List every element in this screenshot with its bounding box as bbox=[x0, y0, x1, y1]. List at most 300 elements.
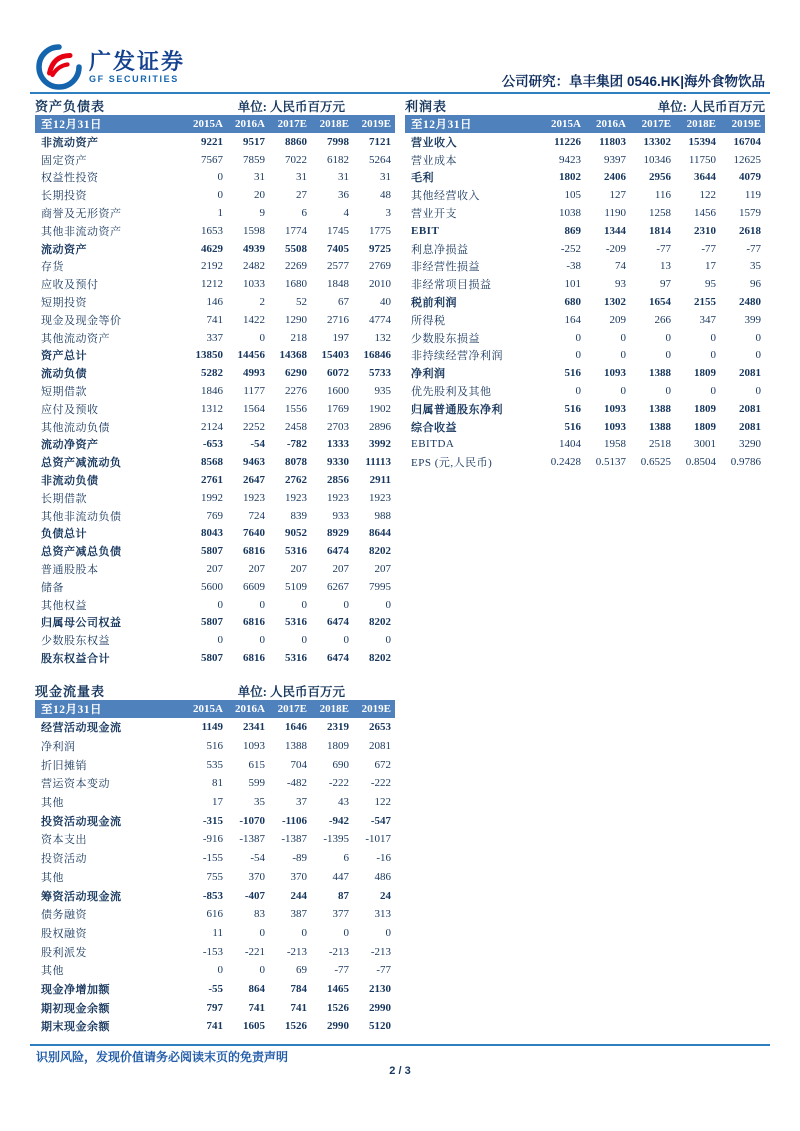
row-label: 储备 bbox=[41, 581, 64, 594]
value-cell: 1902 bbox=[369, 402, 391, 415]
value-cell: 52 bbox=[296, 296, 307, 309]
value-cell: 2896 bbox=[369, 420, 391, 433]
value-cell: 6609 bbox=[243, 580, 265, 593]
table-row bbox=[35, 942, 395, 961]
value-cell: 0.2428 bbox=[550, 456, 581, 469]
value-cell: 16846 bbox=[363, 349, 391, 362]
table-row bbox=[35, 631, 395, 649]
balance-sheet-table bbox=[35, 96, 395, 667]
row-label: 非流动资产 bbox=[41, 136, 99, 149]
value-cell: 13 bbox=[660, 260, 671, 273]
row-label: 普通股股本 bbox=[41, 564, 99, 577]
row-label: 债务融资 bbox=[41, 909, 87, 922]
value-cell: 1093 bbox=[243, 740, 265, 753]
value-cell: 0 bbox=[343, 634, 349, 647]
value-cell: 207 bbox=[332, 563, 349, 576]
table-row bbox=[35, 240, 395, 258]
value-cell: -1106 bbox=[281, 814, 307, 827]
value-cell: 3644 bbox=[694, 171, 716, 184]
value-cell: 0 bbox=[575, 385, 581, 398]
value-cell: 1653 bbox=[201, 224, 223, 237]
value-cell: 0 bbox=[620, 385, 626, 398]
value-cell: 0.9786 bbox=[730, 456, 761, 469]
table-header-row bbox=[405, 115, 765, 133]
value-cell: 9423 bbox=[559, 153, 581, 166]
value-cell: 741 bbox=[206, 313, 223, 326]
value-cell: -221 bbox=[244, 945, 265, 958]
year-header-cell: 2015A bbox=[540, 115, 585, 133]
value-cell: 0 bbox=[620, 349, 626, 362]
value-cell: 2010 bbox=[369, 278, 391, 291]
value-cell: 2 bbox=[259, 296, 265, 309]
table-row bbox=[35, 998, 395, 1017]
value-cell: 516 bbox=[564, 420, 581, 433]
value-cell: 15403 bbox=[321, 349, 349, 362]
year-header-cell: 2017E bbox=[269, 700, 311, 718]
value-cell: 40 bbox=[380, 296, 391, 309]
value-cell: 96 bbox=[750, 278, 761, 291]
value-cell: -213 bbox=[286, 945, 307, 958]
value-cell: 17 bbox=[705, 260, 716, 273]
value-cell: 1388 bbox=[649, 420, 671, 433]
value-cell: 933 bbox=[332, 509, 349, 522]
row-label: 其他 bbox=[41, 871, 64, 884]
table-row bbox=[35, 204, 395, 222]
table-header-row bbox=[35, 115, 395, 133]
value-cell: 6182 bbox=[327, 153, 349, 166]
value-cell: 377 bbox=[332, 908, 349, 921]
value-cell: 0 bbox=[343, 926, 349, 939]
row-label: 现金及现金等价 bbox=[41, 314, 122, 327]
row-label: 短期借款 bbox=[41, 386, 87, 399]
value-cell: 0 bbox=[259, 964, 265, 977]
value-cell: 0 bbox=[259, 634, 265, 647]
table-row bbox=[35, 774, 395, 793]
row-label: 营业收入 bbox=[411, 136, 457, 149]
value-cell: 6290 bbox=[285, 367, 307, 380]
value-cell: 370 bbox=[248, 870, 265, 883]
value-cell: 387 bbox=[290, 908, 307, 921]
value-cell: -54 bbox=[250, 438, 265, 451]
row-label: 所得税 bbox=[411, 314, 446, 327]
table-row bbox=[405, 293, 765, 311]
value-cell: -155 bbox=[202, 852, 223, 865]
value-cell: 2618 bbox=[739, 224, 761, 237]
value-cell: 207 bbox=[290, 563, 307, 576]
value-cell: -315 bbox=[202, 814, 223, 827]
value-cell: 7995 bbox=[369, 580, 391, 593]
value-cell: 1526 bbox=[285, 1020, 307, 1033]
value-cell: 741 bbox=[248, 1001, 265, 1014]
table-row bbox=[35, 169, 395, 187]
value-cell: 1923 bbox=[243, 491, 265, 504]
value-cell: 935 bbox=[374, 385, 391, 398]
table-row bbox=[35, 924, 395, 943]
value-cell: 2482 bbox=[243, 260, 265, 273]
row-label: 长期借款 bbox=[41, 492, 87, 505]
value-cell: 2310 bbox=[694, 224, 716, 237]
table-row bbox=[35, 329, 395, 347]
value-cell: 11113 bbox=[365, 456, 391, 469]
row-label: 经营活动现金流 bbox=[41, 722, 122, 735]
row-label: 其他经营收入 bbox=[411, 190, 480, 203]
row-label: 短期投资 bbox=[41, 297, 87, 310]
row-label: 商誉及无形资产 bbox=[41, 208, 122, 221]
logo-text bbox=[89, 50, 185, 85]
value-cell: 4079 bbox=[739, 171, 761, 184]
value-cell: 5316 bbox=[285, 652, 307, 664]
value-cell: -1070 bbox=[239, 814, 265, 827]
table-row bbox=[35, 453, 395, 471]
year-header-cell: 2016A bbox=[227, 115, 269, 133]
value-cell: 4774 bbox=[369, 313, 391, 326]
value-cell: 20 bbox=[254, 189, 265, 202]
value-cell: 0 bbox=[620, 331, 626, 344]
value-cell: 7121 bbox=[369, 135, 391, 148]
value-cell: 119 bbox=[744, 189, 761, 202]
value-cell: 0 bbox=[665, 331, 671, 344]
row-label: 长期投资 bbox=[41, 190, 87, 203]
row-label: 毛利 bbox=[411, 172, 434, 185]
value-cell: 0 bbox=[710, 349, 716, 362]
value-cell: 207 bbox=[248, 563, 265, 576]
year-header-cell: 2017E bbox=[630, 115, 675, 133]
value-cell: 0 bbox=[665, 385, 671, 398]
value-cell: 2647 bbox=[243, 474, 265, 487]
value-cell: -1387 bbox=[281, 833, 307, 846]
table-row bbox=[35, 811, 395, 830]
value-cell: -77 bbox=[334, 964, 349, 977]
value-cell: 1774 bbox=[285, 224, 307, 237]
table-row bbox=[405, 204, 765, 222]
value-cell: 2703 bbox=[327, 420, 349, 433]
year-header-cell: 2018E bbox=[311, 700, 353, 718]
value-cell: 7022 bbox=[285, 153, 307, 166]
value-cell: 1848 bbox=[327, 278, 349, 291]
value-cell: 8202 bbox=[369, 616, 391, 629]
value-cell: 1745 bbox=[327, 224, 349, 237]
table-row bbox=[35, 596, 395, 614]
value-cell: 74 bbox=[615, 260, 626, 273]
value-cell: 8078 bbox=[285, 456, 307, 469]
value-cell: 36 bbox=[338, 189, 349, 202]
table-row bbox=[35, 258, 395, 276]
value-cell: 35 bbox=[254, 796, 265, 809]
logo-name-cn: 广发证券 bbox=[89, 48, 186, 74]
value-cell: 680 bbox=[564, 296, 581, 309]
value-cell: 2956 bbox=[649, 171, 671, 184]
row-label: 少数股东损益 bbox=[411, 332, 480, 345]
value-cell: 31 bbox=[338, 171, 349, 184]
value-cell: 1605 bbox=[243, 1020, 265, 1033]
row-label: 其他非流动负债 bbox=[41, 510, 122, 523]
value-cell: 1600 bbox=[327, 385, 349, 398]
value-cell: 0 bbox=[259, 331, 265, 344]
row-label: 股权融资 bbox=[41, 927, 87, 940]
value-cell: 2761 bbox=[201, 474, 223, 487]
value-cell: -916 bbox=[202, 833, 223, 846]
value-cell: 9397 bbox=[604, 153, 626, 166]
value-cell: 869 bbox=[564, 224, 581, 237]
table-row bbox=[35, 830, 395, 849]
value-cell: 1093 bbox=[604, 367, 626, 380]
row-label: 非流动负债 bbox=[41, 475, 99, 488]
value-cell: 1302 bbox=[604, 296, 626, 309]
value-cell: 0 bbox=[665, 349, 671, 362]
table-row bbox=[35, 1017, 395, 1036]
table-row bbox=[35, 793, 395, 812]
value-cell: 12625 bbox=[733, 153, 761, 166]
value-cell: 0 bbox=[259, 926, 265, 939]
value-cell: 486 bbox=[374, 870, 391, 883]
value-cell: 0 bbox=[755, 349, 761, 362]
value-cell: 6816 bbox=[243, 652, 265, 664]
value-cell: 2192 bbox=[201, 260, 223, 273]
table-row bbox=[405, 240, 765, 258]
value-cell: 1923 bbox=[327, 491, 349, 504]
value-cell: 244 bbox=[290, 889, 307, 902]
value-cell: 3992 bbox=[369, 438, 391, 451]
table-row bbox=[405, 133, 765, 151]
row-label: 资产总计 bbox=[41, 350, 87, 363]
value-cell: 11750 bbox=[688, 153, 716, 166]
value-cell: 8568 bbox=[201, 456, 223, 469]
value-cell: 1388 bbox=[285, 740, 307, 753]
value-cell: 1422 bbox=[243, 313, 265, 326]
value-cell: 8043 bbox=[201, 527, 223, 540]
value-cell: 1190 bbox=[604, 207, 626, 220]
value-cell: 8644 bbox=[369, 527, 391, 540]
value-cell: 1 bbox=[217, 207, 223, 220]
value-cell: 101 bbox=[564, 278, 581, 291]
value-cell: 6474 bbox=[327, 616, 349, 629]
value-cell: -853 bbox=[202, 889, 223, 902]
year-header-cell: 2019E bbox=[720, 115, 765, 133]
page-number: 2 / 3 bbox=[389, 1065, 411, 1077]
balance-sheet-title: 资产负债表 bbox=[35, 99, 106, 114]
value-cell: 164 bbox=[564, 313, 581, 326]
value-cell: 447 bbox=[332, 870, 349, 883]
table-row bbox=[35, 436, 395, 454]
value-cell: 122 bbox=[374, 796, 391, 809]
value-cell: 13850 bbox=[195, 349, 223, 362]
row-label: EBITDA bbox=[411, 438, 455, 451]
value-cell: -252 bbox=[560, 242, 581, 255]
value-cell: 2990 bbox=[327, 1020, 349, 1033]
table-row bbox=[405, 400, 765, 418]
year-header-cell: 2019E bbox=[353, 115, 395, 133]
value-cell: 7405 bbox=[327, 242, 349, 255]
table-row bbox=[35, 755, 395, 774]
year-header-cell: 2018E bbox=[311, 115, 353, 133]
row-label: 权益性投资 bbox=[41, 172, 99, 185]
footer-disclaimer: 识别风险，发现价值请务必阅读末页的免责声明 bbox=[36, 1050, 289, 1064]
year-header-cell: 2015A bbox=[185, 700, 227, 718]
value-cell: 2653 bbox=[369, 721, 391, 734]
date-header-cell: 至12月31日 bbox=[35, 700, 185, 718]
table-row bbox=[35, 542, 395, 560]
table-row bbox=[35, 275, 395, 293]
value-cell: 724 bbox=[248, 509, 265, 522]
table-row bbox=[35, 507, 395, 525]
value-cell: 1958 bbox=[604, 438, 626, 451]
value-cell: 5316 bbox=[285, 616, 307, 629]
value-cell: 1149 bbox=[201, 721, 223, 734]
value-cell: 1923 bbox=[369, 491, 391, 504]
value-cell: 48 bbox=[380, 189, 391, 202]
value-cell: 0 bbox=[385, 926, 391, 939]
value-cell: 2276 bbox=[285, 385, 307, 398]
value-cell: 3290 bbox=[739, 438, 761, 451]
value-cell: 14368 bbox=[279, 349, 307, 362]
value-cell: 16704 bbox=[733, 135, 761, 148]
value-cell: 6267 bbox=[327, 580, 349, 593]
value-cell: 35 bbox=[750, 260, 761, 273]
table-row bbox=[405, 347, 765, 365]
value-cell: 6072 bbox=[327, 367, 349, 380]
value-cell: -222 bbox=[328, 777, 349, 790]
value-cell: 672 bbox=[374, 758, 391, 771]
value-cell: 0 bbox=[301, 598, 307, 611]
row-label: 营业成本 bbox=[411, 154, 457, 167]
value-cell: 1388 bbox=[649, 367, 671, 380]
table-row bbox=[35, 471, 395, 489]
value-cell: 1809 bbox=[694, 367, 716, 380]
value-cell: 0 bbox=[301, 926, 307, 939]
value-cell: 95 bbox=[705, 278, 716, 291]
value-cell: 8202 bbox=[369, 545, 391, 558]
value-cell: -77 bbox=[701, 242, 716, 255]
value-cell: 197 bbox=[332, 331, 349, 344]
value-cell: 1038 bbox=[559, 207, 581, 220]
value-cell: -38 bbox=[566, 260, 581, 273]
value-cell: -213 bbox=[328, 945, 349, 958]
value-cell: 2762 bbox=[285, 474, 307, 487]
table-row bbox=[35, 905, 395, 924]
row-label: 总资产减总负债 bbox=[41, 546, 122, 559]
value-cell: 0 bbox=[217, 598, 223, 611]
row-label: 非经常项目损益 bbox=[411, 279, 492, 292]
value-cell: 864 bbox=[248, 982, 265, 995]
value-cell: 7998 bbox=[327, 135, 349, 148]
row-label: 流动负债 bbox=[41, 368, 87, 381]
value-cell: 4939 bbox=[243, 242, 265, 255]
value-cell: 0 bbox=[301, 634, 307, 647]
value-cell: 17 bbox=[212, 796, 223, 809]
cash-flow-unit: 单位: 人民币百万元 bbox=[237, 685, 345, 699]
value-cell: 5807 bbox=[201, 545, 223, 558]
row-label: 负债总计 bbox=[41, 528, 87, 541]
value-cell: 207 bbox=[374, 563, 391, 576]
value-cell: 31 bbox=[254, 171, 265, 184]
value-cell: 1388 bbox=[649, 402, 671, 415]
row-label: EPS (元,人民币) bbox=[411, 457, 493, 470]
table-row bbox=[35, 961, 395, 980]
value-cell: 8860 bbox=[285, 135, 307, 148]
row-label: 其他流动资产 bbox=[41, 332, 110, 345]
value-cell: -782 bbox=[286, 438, 307, 451]
table-row bbox=[405, 151, 765, 169]
row-label: 股东权益合计 bbox=[41, 653, 110, 665]
value-cell: 839 bbox=[290, 509, 307, 522]
value-cell: 0 bbox=[385, 598, 391, 611]
value-cell: 3001 bbox=[694, 438, 716, 451]
value-cell: 1992 bbox=[201, 491, 223, 504]
value-cell: 0 bbox=[343, 598, 349, 611]
value-cell: 11803 bbox=[599, 135, 626, 148]
value-cell: 5508 bbox=[285, 242, 307, 255]
value-cell: 209 bbox=[609, 313, 626, 326]
value-cell: 0.8504 bbox=[685, 456, 716, 469]
value-cell: 9052 bbox=[285, 527, 307, 540]
value-cell: 105 bbox=[564, 189, 581, 202]
value-cell: 9463 bbox=[243, 456, 265, 469]
value-cell: 9517 bbox=[243, 135, 265, 148]
value-cell: 0 bbox=[217, 171, 223, 184]
value-cell: 2155 bbox=[694, 296, 716, 309]
row-label: 股利派发 bbox=[41, 946, 87, 959]
table-row bbox=[35, 886, 395, 905]
row-label: EBIT bbox=[411, 224, 440, 237]
value-cell: 784 bbox=[290, 982, 307, 995]
value-cell: 2716 bbox=[327, 313, 349, 326]
row-label: 应收及预付 bbox=[41, 279, 99, 292]
value-cell: 9330 bbox=[327, 456, 349, 469]
value-cell: 1579 bbox=[739, 207, 761, 220]
value-cell: 0 bbox=[259, 598, 265, 611]
gf-securities-logo bbox=[36, 44, 185, 90]
value-cell: 2319 bbox=[327, 721, 349, 734]
value-cell: 1802 bbox=[559, 171, 581, 184]
value-cell: 1809 bbox=[694, 402, 716, 415]
value-cell: 2130 bbox=[369, 982, 391, 995]
table-row bbox=[35, 578, 395, 596]
value-cell: 9 bbox=[259, 207, 265, 220]
table-row bbox=[35, 364, 395, 382]
value-cell: 2081 bbox=[739, 367, 761, 380]
row-label: 净利润 bbox=[411, 368, 446, 381]
value-cell: 7567 bbox=[201, 153, 223, 166]
table-row bbox=[35, 614, 395, 632]
value-cell: 1177 bbox=[243, 385, 265, 398]
value-cell: 2518 bbox=[649, 438, 671, 451]
income-statement-grid bbox=[405, 115, 765, 471]
value-cell: 988 bbox=[374, 509, 391, 522]
value-cell: 6816 bbox=[243, 545, 265, 558]
table-row bbox=[405, 311, 765, 329]
balance-sheet-grid bbox=[35, 115, 395, 667]
cash-flow-title: 现金流量表 bbox=[35, 684, 106, 699]
value-cell: 11226 bbox=[554, 135, 581, 148]
value-cell: 1846 bbox=[201, 385, 223, 398]
value-cell: 599 bbox=[248, 777, 265, 790]
table-row bbox=[405, 418, 765, 436]
value-cell: 0 bbox=[710, 385, 716, 398]
value-cell: 266 bbox=[654, 313, 671, 326]
value-cell: 2577 bbox=[327, 260, 349, 273]
row-label: 资本支出 bbox=[41, 834, 87, 847]
table-row bbox=[35, 737, 395, 756]
value-cell: 1809 bbox=[327, 740, 349, 753]
value-cell: 0 bbox=[710, 331, 716, 344]
report-header-title: 公司研究：阜丰集团 0546.HK|海外食物饮品 bbox=[501, 74, 765, 89]
value-cell: 769 bbox=[206, 509, 223, 522]
value-cell: 7640 bbox=[243, 527, 265, 540]
row-label: 固定资产 bbox=[41, 154, 87, 167]
value-cell: 6 bbox=[301, 207, 307, 220]
value-cell: 1814 bbox=[649, 224, 671, 237]
value-cell: 6816 bbox=[243, 616, 265, 629]
